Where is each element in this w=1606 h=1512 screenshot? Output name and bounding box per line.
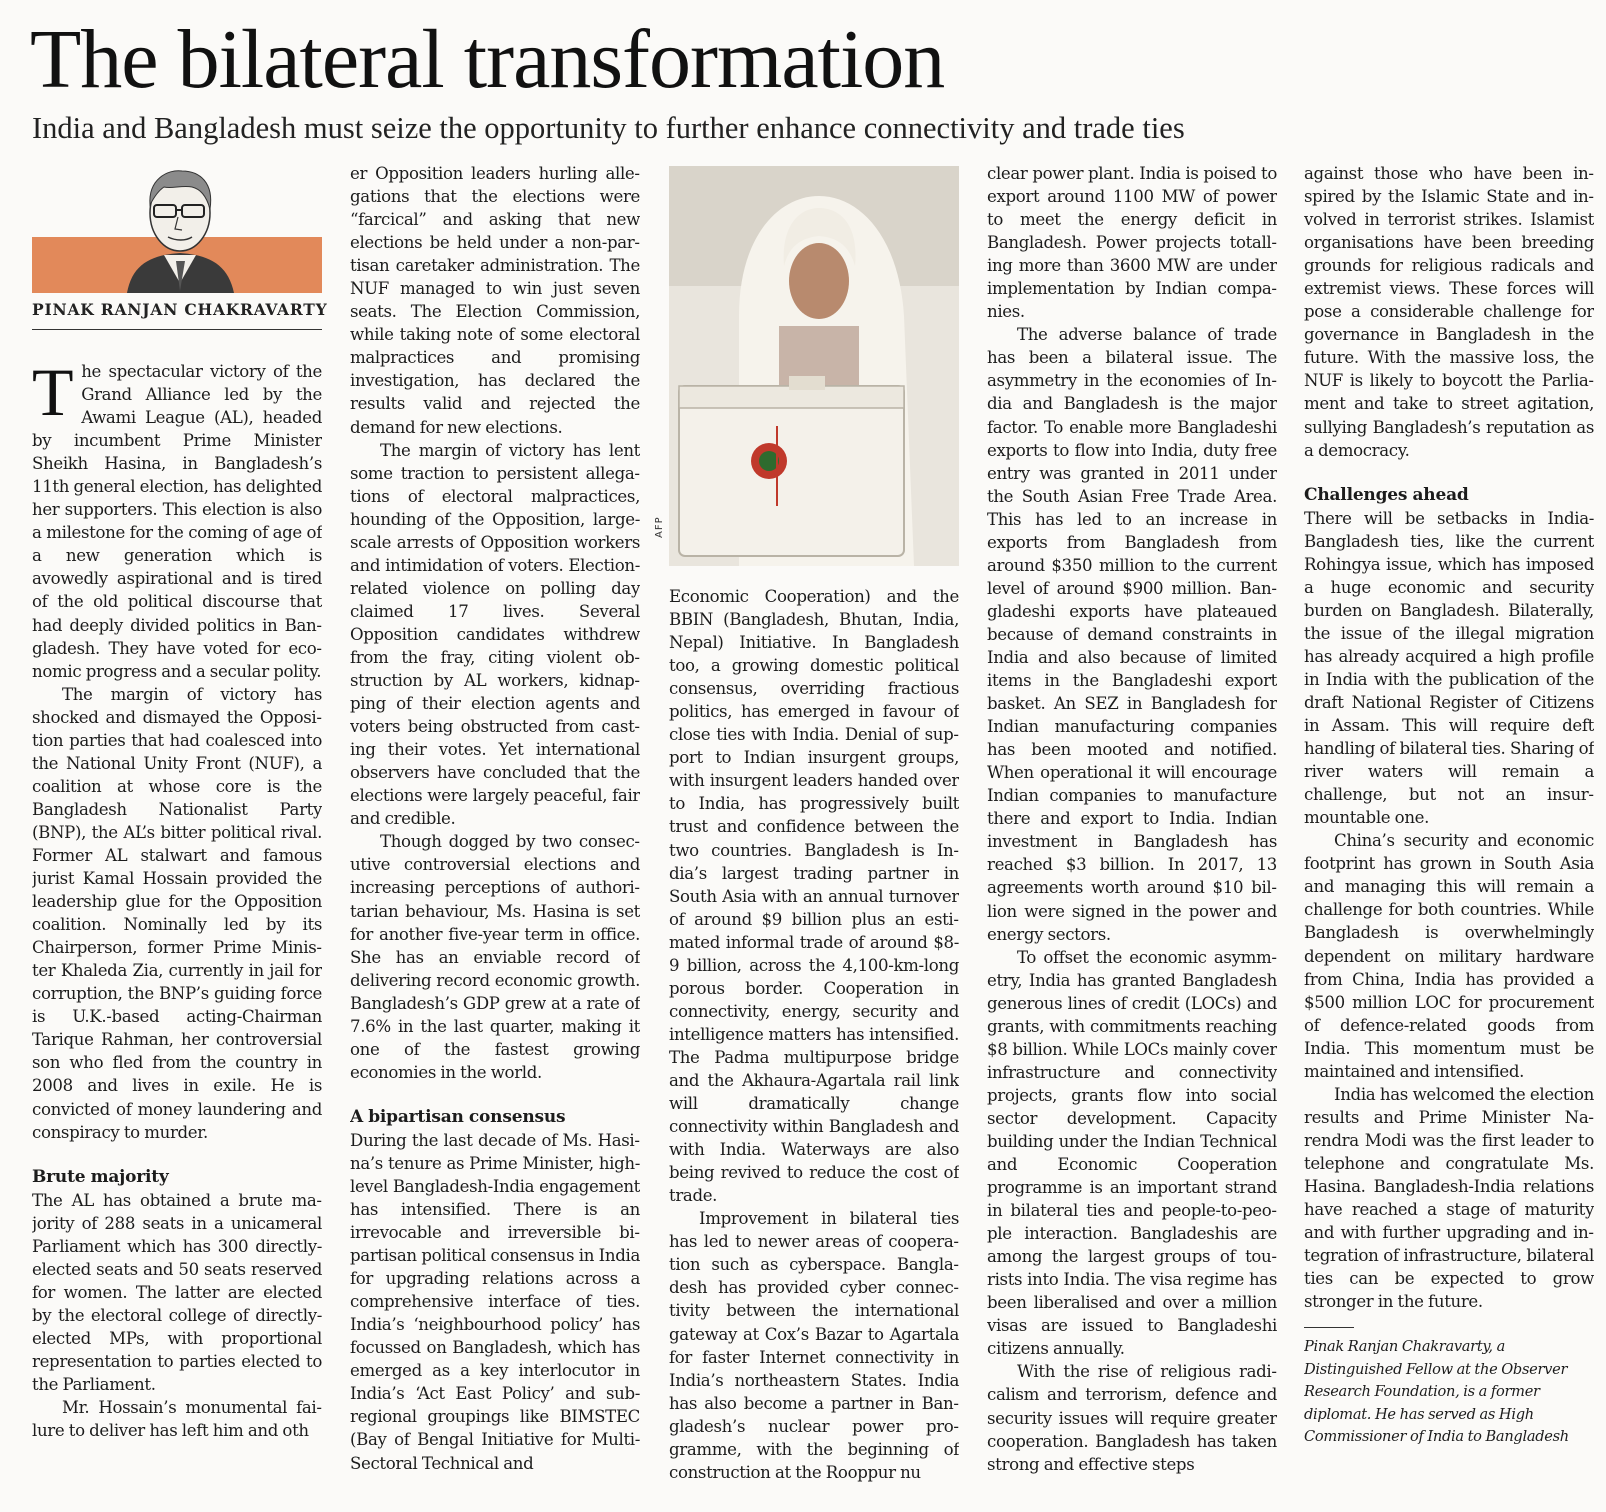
bio-divider — [1304, 1327, 1354, 1328]
paragraph: The AL has obtained a brute majority of 288 seats in a unicameral Parliament which has 300 directly-elected seats and 50 seats reserved for women. The latter are elected by the electoral college of directly-elected MPs, with proportional representation to parties elected to the Parliament. — [32, 1190, 322, 1394]
paragraph: Economic Cooperation) and the BBIN (Bangladesh, Bhutan, India, Nepal) Initiative. In Bangladesh too, a growing domestic political consensus, overriding fractious politics, has emerged in favour of close ties with India. Denial of support to Indian insurgent groups, with insurgent leaders handed over to India, has progressively built trust and confidence between the two countries. Bangladesh is India’s largest trading partner in South Asia with an annual turnover of around $9 billion plus an estimated informal trade of around $8-9 billion, across the 4,100-km-long porous border. Cooperation in connectivity, energy, security and intelligence matters has intensified. The Padma multipurpose bridge and the Akhaura-Agartala rail link will dramatically change connectivity within Bangladesh and with India. Waterways are also being revived to reduce the cost of trade. — [669, 587, 959, 1206]
section-heading: A bipartisan consensus — [350, 1106, 566, 1127]
photo-credit: AFP — [654, 516, 665, 538]
paragraph: The adverse balance of trade has been a bilateral issue. The asymmetry in the economies of India and Bangladesh is the major factor. To enable more Bangladeshi exports to flow into India, duty free entry was granted in 2011 under the South Asian Free Trade Area. This has led to an increase in exports from Bangladesh from around $350 million to the current level of around $900 million. Bangladeshi exports have plateaued because of demand constraints in India and also because of limited items in the Bangladeshi export basket. An SEZ in Bangladesh for Indian manufacturing companies has been mooted and notified. When operational it will encourage Indian companies to manufacture there and export to India. Indian investment in Bangladesh has reached $3 billion. In 2017, 13 agreements worth around $10 billion were signed in the power and energy sectors. — [987, 325, 1277, 944]
section-heading: Challenges ahead — [1304, 484, 1469, 505]
article-column-1 — [32, 360, 322, 1512]
paragraph: There will be setbacks in India-Bangladesh ties, like the current Rohingya issue, which has imposed a huge economic and security burden on Bangladesh. Bilaterally, the issue of the illegal migration has already acquired a high profile in India with the publication of the draft National Register of Citizens in Assam. This will require deft handling of bilateral ties. Sharing of river waters will remain a challenge, but not an insurmountable one. — [1304, 508, 1594, 828]
paragraph — [32, 360, 322, 683]
paragraph: Mr. Hossain’s monumental failure to deliver has left him and oth — [32, 1398, 322, 1441]
paragraph: During the last decade of Ms. Hasina’s tenure as Prime Minister, high-level Bangladesh-India engagement has intensified. There is an irrevocable and irreversible bipartisan political consensus in India for upgrading relations across a comprehensive interface of ties. India’s ‘neighbourhood policy’ has focussed on Bangladesh, which has emerged as a key interlocutor in India’s ‘Act East Policy’ and sub-regional groupings like BIMSTEC (Bay of Bengal Initiative for Multi-Sectoral Technical and — [350, 1130, 640, 1473]
paragraph: The margin of victory has lent some traction to persistent allegations of electoral malpractices, hounding of the Opposition, large-scale arrests of Opposition workers and intimidation of voters. Election-related violence on polling day claimed 17 lives. Several Opposition candidates withdrew from the fray, citing violent obstruction by AL workers, kidnapping of their election agents and voters being obstructed from casting their votes. Yet international observers have concluded that the elections were largely peaceful, fair and credible. — [350, 440, 640, 829]
section-heading: Brute majority — [32, 1166, 169, 1187]
paragraph: against those who have been inspired by the Islamic State and involved in terrorist strikes. Islamist organisations have been breeding grounds for religious radicals and extremist views. These forces will pose a considerable challenge for governance in Bangladesh in the future. With the massive loss, the NUF is likely to boycott the Parliament and take to street agitation, sullying Bangladesh’s reputation as a democracy. — [1304, 164, 1594, 460]
author-portrait-illustration — [32, 165, 322, 293]
article-column-2 — [350, 162, 640, 1512]
paragraph: Improvement in bilateral ties has led to newer areas of cooperation such as cyberspace. Bangladesh has provided cyber connectivity between the international gateway at Cox’s Bazar to Agartala for faster Internet connectivity in India’s northeastern States. India has also become a partner in Bangladesh’s nuclear power programme, with the beginning of construction at the Rooppur nu — [669, 1209, 959, 1482]
drop-cap: T — [32, 360, 74, 430]
news-photo — [669, 166, 959, 566]
headline: The bilateral transformation — [30, 13, 945, 106]
paragraph: clear power plant. India is poised to export around 1100 MW of power to meet the energy deficit in Bangladesh. Power projects totalling more than 3600 MW are under implementation by Indian companies. — [987, 164, 1277, 322]
paragraph: The margin of victory has shocked and dismayed the Opposition parties that had coalesced into the National Unity Front (NUF), a coalition at whose core is the Bangladesh Nationalist Party (BNP), the AL’s bitter political rival. Former AL stalwart and famous jurist Kamal Hossain provided the leadership glue for the Opposition coalition. Nominally led by its Chairperson, former Prime Minister Khaleda Zia, currently in jail for corruption, the BNP’s guiding force is U.K.-based acting-Chairman Tarique Rahman, her controversial son who fled from the country in 2008 and lives in exile. He is convicted of money laundering and conspiracy to murder. — [32, 684, 322, 1142]
paragraph: er Opposition leaders hurling allegations that the elections were “farcical” and asking that new elections be held under a non-partisan caretaker administration. The NUF managed to win just seven seats. The Election Commission, while taking note of some electoral malpractices and promising investigation, has declared the results valid and rejected the demand for new elections. — [350, 164, 640, 437]
article-column-3 — [669, 585, 959, 1512]
author-byline: PINAK RANJAN CHAKRAVARTY — [32, 300, 322, 330]
subheadline: India and Bangladesh must seize the opportunity to further enhance connectivity and trade ties — [32, 111, 1185, 145]
paragraph: To offset the economic asymmetry, India has granted Bangladesh generous lines of credit (LOCs) and grants, with commitments reaching $8 billion. While LOCs mainly cover infrastructure and connectivity projects, grants flow into social sector development. Capacity building under the Indian Technical and Economic Cooperation programme is an important strand in bilateral ties and people-to-people interaction. Bangladeshis are among the largest groups of tourists into India. The visa regime has been liberalised and over a million visas are issued to Bangladeshi citizens annually. — [987, 947, 1277, 1359]
paragraph: India has welcomed the election results and Prime Minister Narendra Modi was the first leader to telephone and congratulate Ms. Hasina. Bangladesh-India relations have reached a stage of maturity and with further upgrading and integration of infrastructure, bilateral ties can be expected to grow stronger in the future. — [1304, 1084, 1594, 1312]
article-column-4 — [987, 162, 1277, 1512]
author-bio: Pinak Ranjan Chakravarty, a Distinguished Fellow at the Observer Research Foundation, is a former diplomat. He has served as High Commissioner of India to Bangladesh — [1304, 1338, 1569, 1446]
paragraph: China’s security and economic footprint has grown in South Asia and managing this will remain a challenge for both countries. While Bangladesh is overwhelmingly dependent on military hardware from China, India has provided a $500 million LOC for procurement of defence-related goods from India. This momentum must be maintained and intensified. — [1304, 831, 1594, 1081]
paragraph: Though dogged by two consecutive controversial elections and increasing perceptions of authoritarian behaviour, Ms. Hasina is set for another five-year term in office. She has an enviable record of delivering record economic growth. Bangladesh’s GDP grew at a rate of 7.6% in the last quarter, making it one of the fastest growing economies in the world. — [350, 832, 640, 1082]
paragraph: With the rise of religious radicalism and terrorism, defence and security issues will require greater cooperation. Bangladesh has taken strong and effective steps — [987, 1362, 1277, 1474]
article-column-5 — [1304, 162, 1594, 1512]
paragraph-text: he spectacular victory of the Grand Alliance led by the Awami League (AL), headed by incumbent Prime Minister Sheikh Hasina, in Bangladesh’s 11th general election, has delighted her supporters. This election is also a milestone for the coming of age of a new generation which is avowedly aspirational and is tired of the old political discourse that had deeply divided politics in Bangladesh. They have voted for economic progress and a secular polity. — [32, 362, 322, 681]
